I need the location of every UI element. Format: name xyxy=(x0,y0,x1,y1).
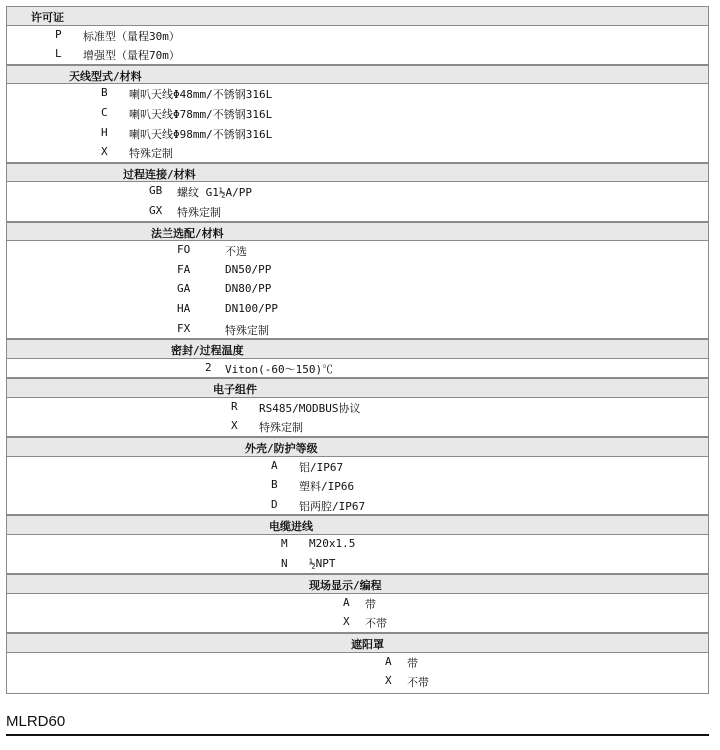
option-code: C xyxy=(101,105,108,119)
option-row xyxy=(6,476,709,496)
option-code: P xyxy=(55,27,62,41)
option-row xyxy=(6,613,709,633)
option-text: 特殊定制 xyxy=(177,205,221,219)
option-text: 不选 xyxy=(225,245,247,259)
option-text: 铝/IP67 xyxy=(299,460,344,474)
option-text: 特殊定制 xyxy=(129,147,173,161)
option-code: FX xyxy=(177,321,191,335)
option-row xyxy=(6,300,709,320)
option-text: 喇叭天线Φ48mm/不锈钢316L xyxy=(129,88,273,102)
section-header-antenna: 天线型式/材料 xyxy=(6,65,709,85)
bottom-rule xyxy=(6,734,709,736)
option-row xyxy=(6,84,709,104)
option-row xyxy=(6,653,709,673)
option-code: X xyxy=(101,145,108,159)
option-text: 特殊定制 xyxy=(225,323,269,337)
option-text: 不带 xyxy=(407,676,429,690)
option-row xyxy=(6,496,709,516)
option-text: DN50/PP xyxy=(225,262,272,276)
option-row xyxy=(6,535,709,555)
option-code: A xyxy=(385,654,392,668)
option-text: 带 xyxy=(407,656,418,670)
option-text: 带 xyxy=(365,597,376,611)
option-row xyxy=(6,320,709,340)
option-code: A xyxy=(271,458,278,472)
option-row xyxy=(6,241,709,261)
section-header-housing: 外壳/防护等级 xyxy=(6,437,709,457)
option-row xyxy=(6,182,709,202)
option-code: B xyxy=(271,478,278,492)
section-header-license: 许可证 xyxy=(6,6,709,26)
option-code: M xyxy=(281,537,288,551)
option-text: 螺纹 G1½A/PP xyxy=(177,186,252,200)
option-text: 特殊定制 xyxy=(259,421,303,435)
option-code: R xyxy=(231,399,238,413)
option-row xyxy=(6,359,709,379)
selection-table xyxy=(6,6,709,694)
option-code: H xyxy=(101,125,108,139)
option-text: 不带 xyxy=(365,617,387,631)
option-code: A xyxy=(343,595,350,609)
option-text: M20x1.5 xyxy=(309,537,356,551)
option-text: Viton(-60～150)℃ xyxy=(225,362,334,376)
section-header-sunshade: 遮阳罩 xyxy=(6,633,709,653)
option-row xyxy=(6,45,709,65)
option-row xyxy=(6,555,709,575)
option-code: GA xyxy=(177,282,191,296)
option-row xyxy=(6,104,709,124)
option-code: FO xyxy=(177,243,191,257)
option-text: 喇叭天线Φ78mm/不锈钢316L xyxy=(129,107,273,121)
option-text: 增强型（量程70m） xyxy=(83,49,180,63)
option-row xyxy=(6,280,709,300)
section-header-electronics: 电子组件 xyxy=(6,378,709,398)
section-header-seal-temperature: 密封/过程温度 xyxy=(6,339,709,359)
option-code: X xyxy=(343,615,350,629)
option-code: GX xyxy=(149,203,163,217)
option-text: 塑料/IP66 xyxy=(299,480,355,494)
option-code: 2 xyxy=(205,360,212,374)
option-code: D xyxy=(271,497,278,511)
option-text: 喇叭天线Φ98mm/不锈钢316L xyxy=(129,127,273,141)
option-row xyxy=(6,457,709,477)
option-row xyxy=(6,261,709,281)
option-row xyxy=(6,594,709,614)
option-text: DN100/PP xyxy=(225,301,278,315)
section-header-process-connection: 过程连接/材料 xyxy=(6,163,709,183)
option-code: N xyxy=(281,556,288,570)
option-text: 标准型（量程30m） xyxy=(83,29,180,43)
option-code: L xyxy=(55,47,62,61)
section-header-cable-entry: 电缆进线 xyxy=(6,515,709,535)
option-text: 铝两腔/IP67 xyxy=(299,499,366,513)
option-code: X xyxy=(385,674,392,688)
option-row xyxy=(6,202,709,222)
option-row xyxy=(6,398,709,418)
section-header-flange: 法兰选配/材料 xyxy=(6,222,709,242)
option-row xyxy=(6,143,709,163)
option-code: B xyxy=(101,86,108,100)
option-row xyxy=(6,417,709,437)
option-code: HA xyxy=(177,301,191,315)
option-code: FA xyxy=(177,262,191,276)
option-row xyxy=(6,26,709,46)
model-code: MLRD60 xyxy=(6,713,66,730)
option-text: ½NPT xyxy=(309,556,336,570)
section-header-display: 现场显示/编程 xyxy=(6,574,709,594)
option-row xyxy=(6,672,709,694)
option-code: GB xyxy=(149,184,163,198)
option-text: DN80/PP xyxy=(225,282,272,296)
option-row xyxy=(6,124,709,144)
option-text: RS485/MODBUS协议 xyxy=(259,401,361,415)
option-code: X xyxy=(231,419,238,433)
